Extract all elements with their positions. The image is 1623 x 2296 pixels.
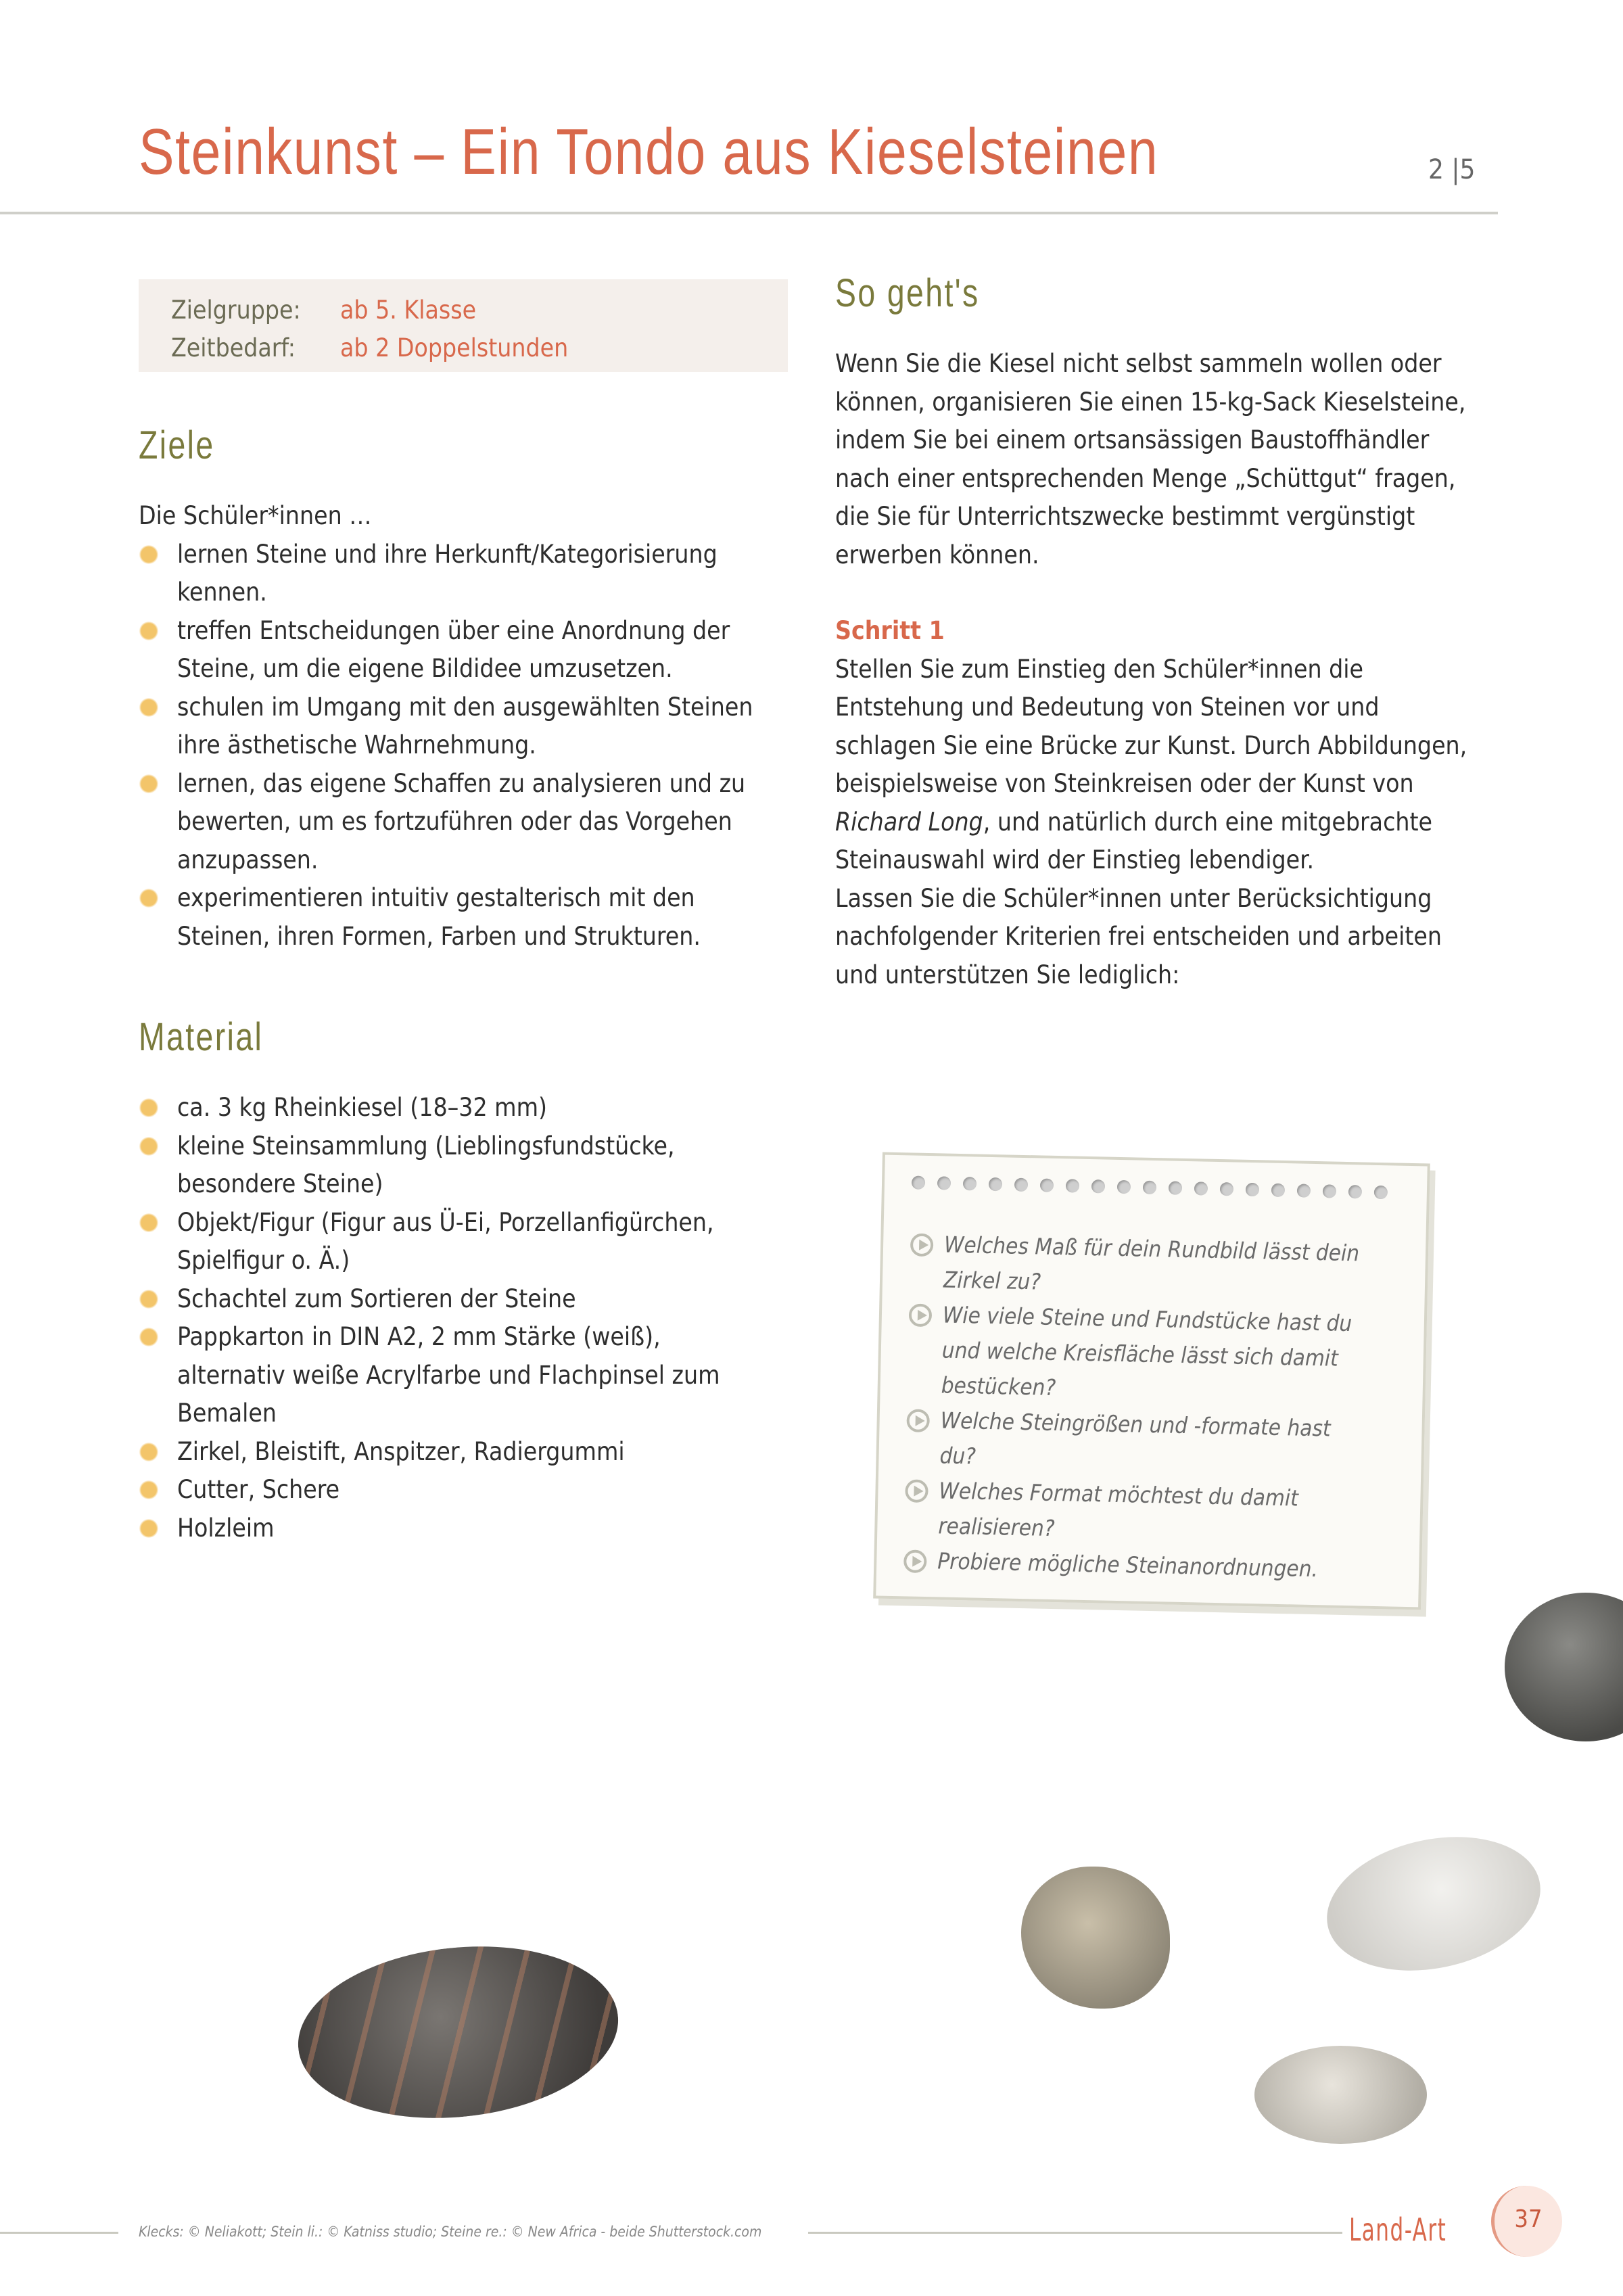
material-section	[139, 1089, 788, 1547]
item-text: experimentieren intuitiv gestalterisch mit den Steinen, ihren Formen, Farben und Strukturen.	[177, 883, 701, 951]
question-item	[910, 1226, 1371, 1306]
material-heading: Material	[139, 1015, 264, 1059]
list-item	[139, 1433, 788, 1472]
stone-image	[1254, 2046, 1427, 2144]
question-item	[907, 1296, 1369, 1411]
splash-bullet-icon	[139, 545, 159, 564]
question-text: Welches Format möchtest du damit realisieren?	[938, 1477, 1299, 1542]
question-text: Probiere mögliche Steinanordnungen.	[937, 1547, 1319, 1583]
stone-image	[1315, 1819, 1553, 1989]
footer-divider	[0, 2232, 118, 2234]
splash-bullet-icon	[139, 889, 159, 908]
item-text: Holzleim	[177, 1513, 275, 1543]
ziele-intro: Die Schüler*innen …	[139, 501, 372, 530]
play-arrow-icon	[910, 1233, 934, 1257]
question-text: Welches Maß für dein Rundbild lässt dein Zirkel zu?	[943, 1231, 1360, 1295]
list-item	[139, 1509, 788, 1548]
image-credits: Klecks: © Neliakott; Stein li.: © Katniss studio; Steine re.: © New Africa - beide Shutterstock.com	[139, 2224, 762, 2240]
play-arrow-icon	[905, 1479, 928, 1503]
item-text: ca. 3 kg Rheinkiesel (18–32 mm)	[177, 1093, 548, 1122]
splash-bullet-icon	[139, 1519, 159, 1538]
item-text: lernen, das eigene Schaffen zu analysieren und zu bewerten, um es fortzuführen oder das Vorgehen anzupassen.	[177, 768, 746, 874]
ziele-section	[139, 497, 788, 956]
stone-image	[289, 1931, 627, 2133]
intro-paragraph: Wenn Sie die Kiesel nicht selbst sammeln wollen oder können, organisieren Sie einen 15-kg-Sack Kieselsteine, indem Sie bei einem ortsansässigen Baustoffhändler nach einer entsprechenden Menge „Schüttgut“ fragen, die Sie für Unterrichtszwecke bestimmt vergünstigt erwerben können.	[835, 349, 1466, 569]
play-arrow-icon	[909, 1303, 933, 1327]
list-item	[139, 1204, 788, 1280]
step-text: Stellen Sie zum Einstieg den Schüler*innen die Entstehung und Bedeutung von Steinen vor und schlagen Sie eine Brücke zur Kunst. Durch Abbildungen, beispielsweise von Steinkreisen oder der Kunst von	[835, 654, 1467, 798]
item-text: Zirkel, Bleistift, Anspitzer, Radiergummi	[177, 1436, 625, 1466]
item-text: Pappkarton in DIN A2, 2 mm Stärke (weiß), alternativ weiße Acrylfarbe und Flachpinsel zum Bemalen	[177, 1322, 720, 1428]
page-counter: 2 |5	[1428, 154, 1476, 185]
item-text: schulen im Umgang mit den ausgewählten Steinen ihre ästhetische Wahrnehmung.	[177, 692, 753, 759]
list-item	[139, 612, 788, 688]
page-title: Steinkunst – Ein Tondo aus Kieselsteinen	[139, 116, 1159, 188]
splash-bullet-icon	[139, 1098, 159, 1117]
step-1-paragraph-2: Lassen Sie die Schüler*innen unter Berücksichtigung nachfolgender Kriterien frei entscheiden und arbeiten und unterstützen Sie lediglich:	[835, 883, 1442, 989]
item-text: treffen Entscheidungen über eine Anordnung der Steine, um die eigene Bildidee umzusetzen.	[177, 615, 730, 683]
splash-bullet-icon	[139, 774, 159, 793]
splash-bullet-icon	[139, 622, 159, 640]
splash-bullet-icon	[139, 698, 159, 717]
time-label: Zeitbedarf:	[171, 333, 296, 362]
sogehts-heading: So geht's	[835, 271, 980, 315]
play-arrow-icon	[903, 1549, 927, 1573]
stone-image	[1021, 1867, 1170, 2009]
splash-bullet-icon	[139, 1137, 159, 1156]
artist-name: Richard Long	[835, 807, 983, 837]
time-value: ab 2 Doppelstunden	[340, 333, 569, 362]
step-text: , und natürlich durch eine mitgebrachte Steinauswahl wird der Einstieg lebendiger.	[835, 807, 1433, 874]
splash-bullet-icon	[139, 1290, 159, 1309]
question-notepad-card	[873, 1152, 1430, 1610]
list-item	[139, 1089, 788, 1127]
list-item	[139, 1471, 788, 1509]
ziele-heading: Ziele	[139, 423, 215, 467]
question-item	[905, 1402, 1367, 1482]
header-divider	[0, 212, 1498, 214]
splash-bullet-icon	[139, 1443, 159, 1461]
list-item	[139, 765, 788, 880]
splash-bullet-icon	[139, 1328, 159, 1346]
item-text: Objekt/Figur (Figur aus Ü-Ei, Porzellanfigürchen, Spielfigur o. Ä.)	[177, 1207, 714, 1275]
target-label: Zielgruppe:	[171, 296, 301, 325]
splash-bullet-icon	[139, 1213, 159, 1232]
section-label: Land-Art	[1349, 2211, 1447, 2248]
item-text: Cutter, Schere	[177, 1475, 340, 1504]
list-item	[139, 1280, 788, 1319]
question-item	[904, 1472, 1365, 1552]
list-item	[139, 1318, 720, 1433]
sogehts-section	[835, 345, 1484, 994]
stone-image	[1505, 1593, 1623, 1741]
play-arrow-icon	[906, 1409, 930, 1432]
target-value: ab 5. Klasse	[340, 296, 477, 325]
step-1-title: Schritt 1	[835, 616, 945, 645]
item-text: Schachtel zum Sortieren der Steine	[177, 1284, 576, 1313]
page-number: 37	[1491, 2186, 1562, 2257]
list-item	[139, 688, 788, 765]
step-1-paragraph	[835, 651, 1484, 880]
splash-bullet-icon	[139, 1480, 159, 1499]
spiral-binding	[912, 1176, 1400, 1200]
list-item	[139, 1127, 788, 1204]
list-item	[139, 879, 788, 956]
footer-divider	[808, 2232, 1342, 2234]
info-box	[139, 279, 788, 372]
item-text: lernen Steine und ihre Herkunft/Kategorisierung kennen.	[177, 539, 718, 607]
list-item	[139, 536, 788, 612]
question-text: Welche Steingrößen und -formate hast du?	[939, 1407, 1331, 1470]
item-text: kleine Steinsammlung (Lieblingsfundstücke, besondere Steine)	[177, 1131, 675, 1198]
question-text: Wie viele Steine und Fundstücke hast du und welche Kreisfläche lässt sich damit bestücken?	[941, 1301, 1352, 1401]
